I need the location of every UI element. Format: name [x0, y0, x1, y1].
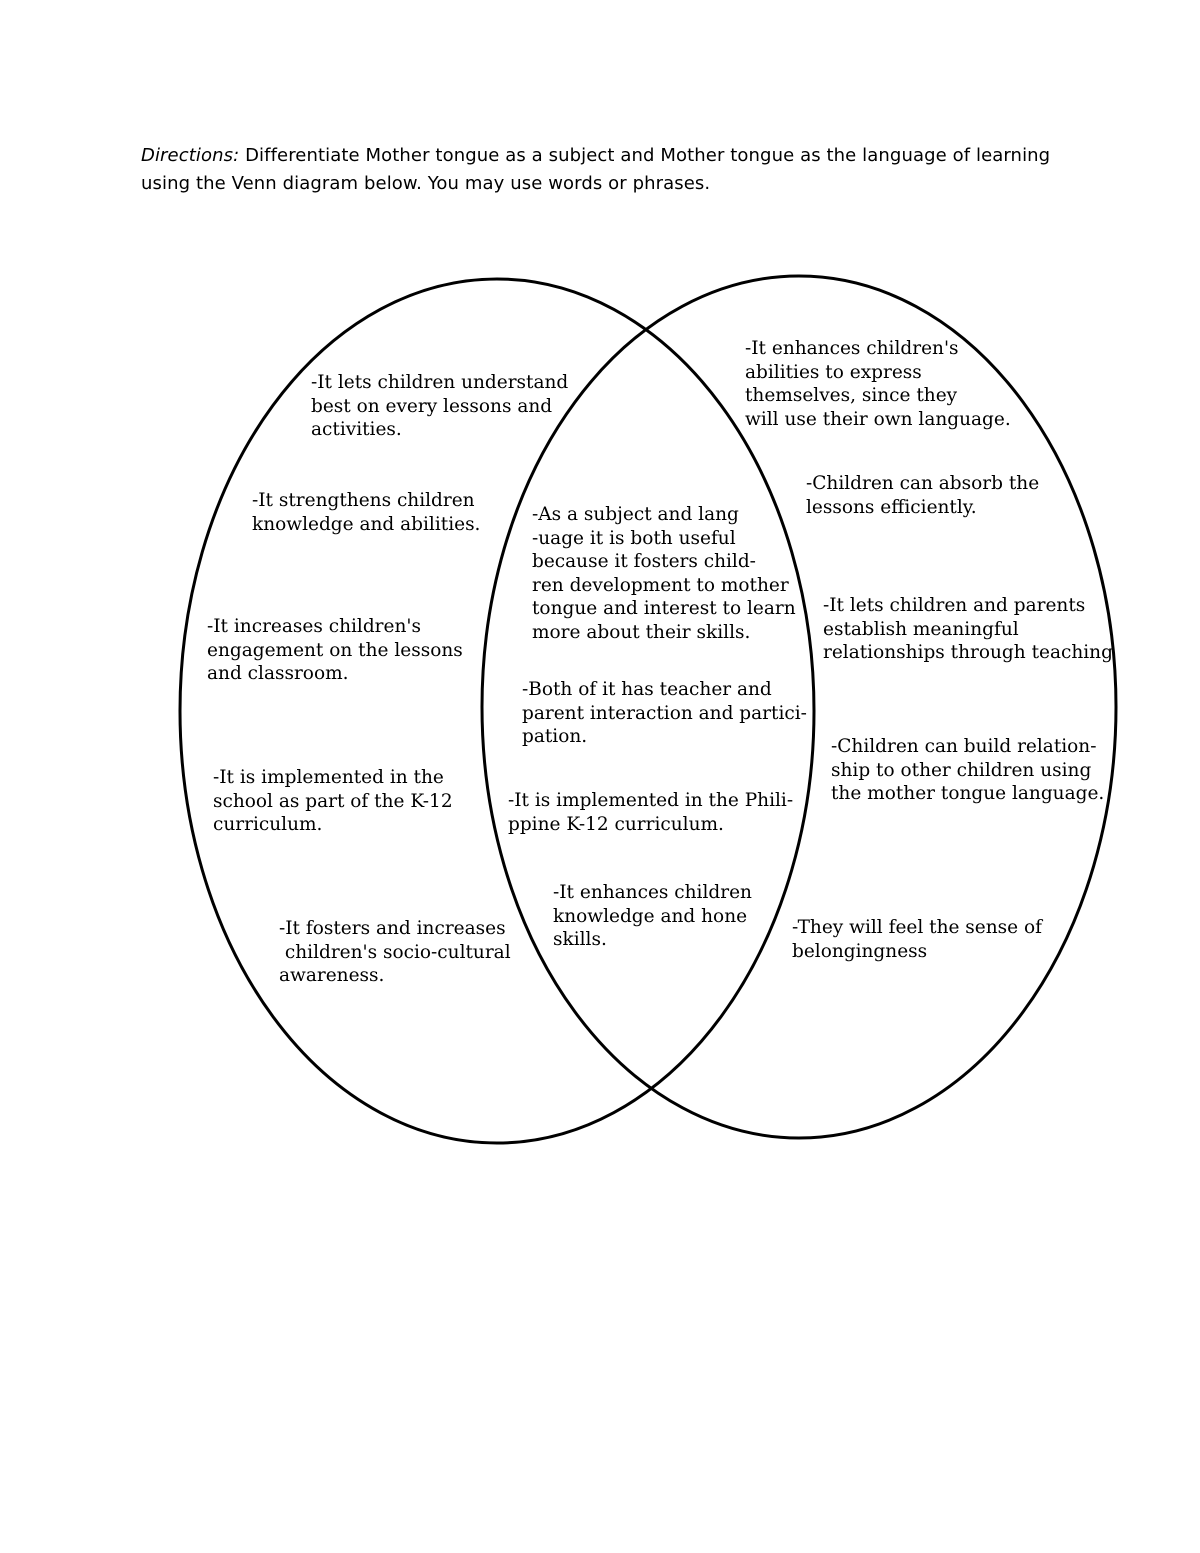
- note-line: best on every lessons and: [311, 395, 553, 417]
- left-note-4: [213, 766, 453, 837]
- note-line: skills.: [553, 929, 607, 950]
- note-line: lessons efficiently.: [806, 496, 977, 518]
- note-line: -It lets children and parents: [823, 595, 1086, 616]
- right-note-1: [745, 337, 1011, 431]
- center-note-3: [508, 789, 793, 836]
- note-line: engagement on the lessons: [207, 639, 463, 661]
- note-line: ship to other children using: [831, 759, 1092, 781]
- note-line: establish meaningful: [823, 618, 1019, 640]
- note-line: and classroom.: [207, 663, 349, 684]
- note-line: relationships through teaching: [823, 642, 1113, 663]
- note-line: pation.: [522, 726, 588, 747]
- note-line: -They will feel the sense of: [792, 917, 1042, 938]
- note-line: curriculum.: [213, 814, 323, 835]
- note-line: -As a subject and lang: [532, 504, 739, 525]
- note-line: tongue and interest to learn: [532, 598, 796, 619]
- note-line: -It enhances children: [553, 882, 752, 903]
- note-line: will use their own language.: [745, 408, 1011, 430]
- note-line: -It is implemented in the: [213, 767, 444, 788]
- center-note-4: [553, 881, 752, 952]
- note-line: abilities to express: [745, 361, 922, 383]
- note-line: -Children can absorb the: [806, 473, 1040, 494]
- note-line: ren development to mother: [532, 574, 789, 596]
- center-note-2: [522, 678, 807, 749]
- note-line: -It strengthens children: [252, 490, 475, 511]
- note-line: -Both of it has teacher and: [522, 679, 772, 700]
- note-line: knowledge and abilities.: [252, 513, 481, 535]
- note-line: because it fosters child-: [532, 551, 756, 572]
- note-line: -It enhances children's: [745, 338, 959, 359]
- note-line: the mother tongue language.: [831, 783, 1105, 804]
- left-note-3: [207, 615, 463, 686]
- right-note-5: [792, 916, 1042, 963]
- note-line: -It is implemented in the Phili-: [508, 790, 794, 811]
- right-note-4: [831, 735, 1104, 806]
- note-line: school as part of the K-12: [213, 790, 453, 812]
- note-line: -It fosters and increases: [279, 918, 506, 939]
- left-note-1: [311, 371, 568, 442]
- left-note-2: [252, 489, 480, 536]
- note-line: parent interaction and partici-: [522, 702, 807, 724]
- right-note-2: [806, 472, 1039, 519]
- note-line: belongingness: [792, 940, 928, 962]
- directions-label: Directions:: [141, 145, 240, 166]
- note-line: more about their skills.: [532, 621, 751, 643]
- note-line: children's socio-cultural: [279, 941, 511, 963]
- note-line: knowledge and hone: [553, 905, 748, 927]
- left-note-5: [279, 917, 511, 988]
- note-line: activities.: [311, 419, 402, 440]
- note-line: -It increases children's: [207, 616, 421, 637]
- directions-body: Differentiate Mother tongue as a subject and Mother tongue as the language of learning using the Venn diagram below. You may use words or phrases.: [141, 145, 1051, 194]
- center-note-1: [532, 503, 796, 644]
- note-line: awareness.: [279, 965, 385, 986]
- note-line: -uage it is both useful: [532, 527, 736, 549]
- right-note-3: [823, 594, 1113, 665]
- note-line: ppine K-12 curriculum.: [508, 813, 724, 835]
- note-line: -It lets children understand: [311, 372, 569, 393]
- note-line: -Children can build relation-: [831, 736, 1097, 757]
- note-line: themselves, since they: [745, 385, 958, 406]
